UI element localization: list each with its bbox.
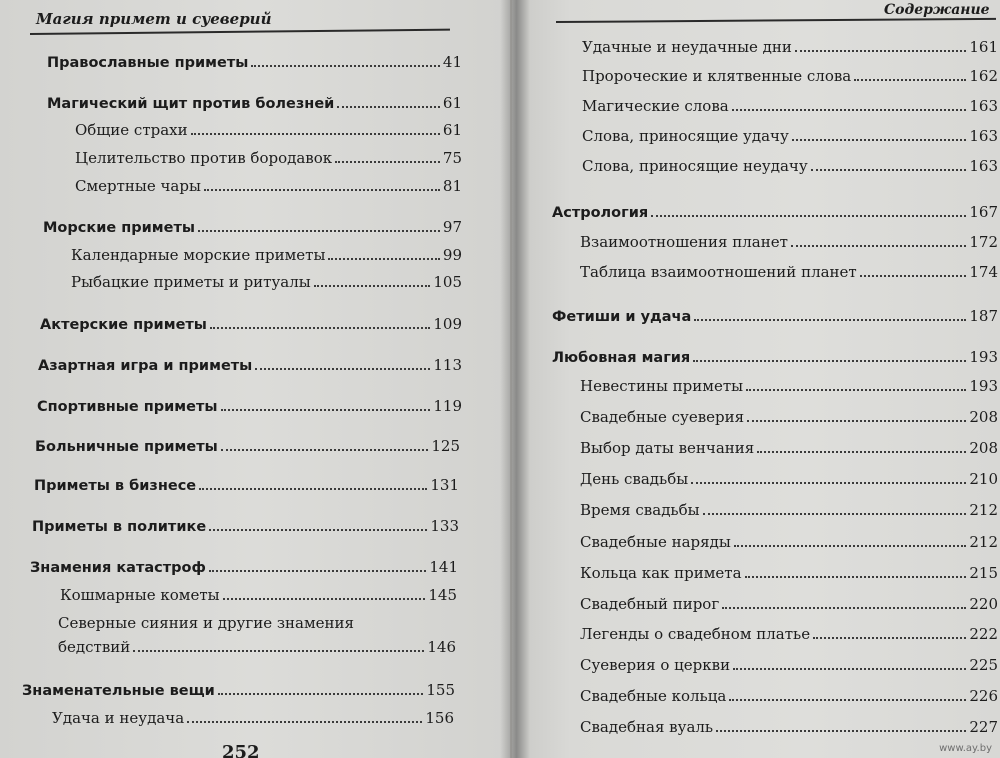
toc-entry-page: 81: [442, 177, 462, 195]
toc-entry: [40, 315, 462, 333]
toc-entry: [47, 53, 462, 71]
toc-entry-page: 222: [969, 625, 998, 643]
toc-entry: [582, 67, 998, 85]
toc-entry: [580, 501, 998, 519]
toc-leader-dots: [716, 727, 966, 732]
toc-entry-page: 146: [427, 638, 456, 656]
toc-entry: [71, 246, 462, 264]
toc-entry-page: 210: [969, 470, 998, 488]
toc-entry-title: Время свадьбы: [580, 501, 700, 519]
toc-entry-page: 187: [969, 307, 998, 325]
watermark: www.ay.by: [939, 743, 992, 754]
toc-entry-title: Приметы в бизнесе: [34, 478, 197, 494]
toc-entry: [580, 470, 998, 488]
toc-entry-title: Пророческие и клятвенные слова: [582, 67, 852, 85]
toc-entry: [22, 681, 455, 699]
toc-entry-title: Фетиши и удача: [552, 309, 692, 325]
toc-leader-dots: [693, 357, 966, 362]
toc-entry: [582, 97, 998, 115]
toc-entry-page: 167: [969, 203, 998, 221]
toc-entry-page: 97: [442, 218, 462, 236]
toc-leader-dots: [187, 718, 422, 723]
toc-entry-title: Общие страхи: [75, 121, 188, 139]
toc-entry: [37, 397, 462, 415]
toc-leader-dots: [133, 647, 424, 652]
toc-leader-dots: [732, 106, 967, 111]
toc-entry: [552, 307, 998, 325]
toc-leader-dots: [854, 76, 966, 81]
toc-entry-title: Слова, приносящие неудачу: [582, 157, 808, 175]
toc-entry: [38, 356, 462, 374]
toc-entry-page: 174: [969, 263, 998, 281]
toc-entry-title: Взаимоотношения планет: [580, 233, 788, 251]
toc-leader-dots: [746, 386, 966, 391]
toc-leader-dots: [747, 417, 966, 422]
toc-entry-page: 133: [430, 517, 459, 535]
toc-entry-title: Свадебный пирог: [580, 595, 720, 613]
toc-leader-dots: [811, 166, 967, 171]
toc-entry-title: Магические слова: [582, 97, 729, 115]
toc-entry-title: бедствий: [58, 638, 131, 656]
page-number: 252: [222, 742, 260, 758]
toc-entry-title: Удача и неудача: [52, 709, 185, 727]
toc-leader-dots: [255, 365, 430, 370]
toc-entry-title: Календарные морские приметы: [71, 246, 326, 264]
toc-entry: [580, 377, 998, 395]
toc-entry-title: Знаменательные вещи: [22, 683, 215, 699]
toc-entry-page: 163: [969, 97, 998, 115]
toc-entry-page: 41: [442, 53, 462, 71]
toc-entry-title: Суеверия о церкви: [580, 656, 731, 674]
toc-leader-dots: [813, 634, 966, 639]
toc-entry: [43, 218, 462, 236]
toc-leader-dots: [792, 136, 967, 141]
toc-entry-page: 75: [442, 149, 462, 167]
toc-entry-title: Магический щит против болезней: [47, 96, 335, 112]
toc-entry-title: Знамения катастроф: [30, 560, 206, 576]
toc-leader-dots: [335, 158, 440, 163]
toc-entry-page: 113: [433, 356, 462, 374]
toc-entry-title: Удачные и неудачные дни: [582, 38, 792, 56]
toc-leader-dots: [694, 316, 966, 321]
toc-leader-dots: [733, 665, 966, 670]
toc-entry: [580, 564, 998, 582]
toc-entry: [580, 408, 998, 426]
toc-leader-dots: [314, 282, 431, 287]
toc-entry: [580, 718, 998, 736]
toc-leader-dots: [221, 446, 429, 451]
running-head: Содержание: [884, 2, 990, 18]
toc-entry-title: Кольца как примета: [580, 564, 742, 582]
toc-leader-dots: [722, 604, 966, 609]
toc-leader-dots: [218, 690, 424, 695]
toc-entry-title: Морские приметы: [43, 220, 196, 236]
running-head: Магия примет и суеверий: [36, 10, 272, 28]
toc-entry-title: Невестины приметы: [580, 377, 744, 395]
toc-entry: [47, 94, 462, 112]
toc-entry-page: 109: [433, 315, 462, 333]
toc-leader-dots: [729, 696, 966, 701]
toc-entry: [580, 233, 998, 251]
toc-entry: [71, 273, 462, 291]
toc-entry: [30, 558, 458, 576]
header-rule: [556, 18, 996, 23]
toc-entry-page: 99: [442, 246, 462, 264]
toc-entry: [35, 437, 460, 455]
toc-entry-title: Легенды о свадебном платье: [580, 625, 811, 643]
toc-leader-dots: [745, 573, 967, 578]
toc-leader-dots: [337, 103, 440, 108]
toc-entry-title: Кошмарные кометы: [60, 586, 220, 604]
toc-entry-page: 225: [969, 656, 998, 674]
toc-entry: [75, 121, 462, 139]
toc-entry-title: Больничные приметы: [35, 439, 218, 455]
toc-entry-title-line1: Северные сияния и другие знамения: [58, 614, 355, 632]
toc-entry-page: 226: [969, 687, 998, 705]
toc-entry-title: Православные приметы: [47, 55, 249, 71]
toc-entry: [32, 517, 459, 535]
toc-entry: [582, 127, 998, 145]
toc-entry-title: Свадебные кольца: [580, 687, 727, 705]
toc-entry: [580, 595, 998, 613]
toc-entry-page: 220: [969, 595, 998, 613]
toc-entry-page: 208: [969, 439, 998, 457]
toc-leader-dots: [651, 212, 966, 217]
toc-entry-title: Актерские приметы: [40, 317, 207, 333]
toc-entry-title: Свадебные наряды: [580, 533, 731, 551]
toc-leader-dots: [860, 272, 967, 277]
toc-leader-dots: [221, 406, 431, 411]
toc-entry-page: 193: [969, 348, 998, 366]
toc-entry-title: Слова, приносящие удачу: [582, 127, 789, 145]
toc-leader-dots: [210, 324, 430, 329]
toc-entry-page: 163: [969, 157, 998, 175]
toc-entry-page: 155: [426, 681, 455, 699]
toc-entry-title: Смертные чары: [75, 177, 201, 195]
toc-leader-dots: [223, 595, 426, 600]
toc-entry: [580, 656, 998, 674]
toc-entry-page: 162: [969, 67, 998, 85]
toc-entry-page: 161: [969, 38, 998, 56]
toc-leader-dots: [691, 479, 966, 484]
toc-entry-page: 208: [969, 408, 998, 426]
toc-entry: [580, 533, 998, 551]
toc-entry-title: Любовная магия: [552, 350, 691, 366]
toc-leader-dots: [204, 186, 440, 191]
toc-entry-page: 156: [425, 709, 454, 727]
right-page: [512, 0, 1000, 758]
toc-leader-dots: [328, 255, 439, 260]
toc-entry-page: 105: [433, 273, 462, 291]
toc-entry-title: Свадебная вуаль: [580, 718, 714, 736]
toc-entry-title: Азартная игра и приметы: [38, 358, 253, 374]
book-gutter: [500, 0, 530, 758]
toc-entry-title: Целительство против бородавок: [75, 149, 333, 167]
toc-entry-title: Рыбацкие приметы и ритуалы: [71, 273, 311, 291]
toc-entry: [60, 586, 457, 604]
toc-leader-dots: [795, 47, 966, 52]
toc-leader-dots: [199, 485, 427, 490]
toc-entry-page: 212: [969, 501, 998, 519]
toc-entry-title: Выбор даты венчания: [580, 439, 755, 457]
toc-entry-page: 172: [969, 233, 998, 251]
toc-entry: [75, 149, 462, 167]
toc-entry-title: Астрология: [552, 205, 649, 221]
toc-entry-page: 61: [442, 121, 462, 139]
toc-leader-dots: [757, 448, 966, 453]
toc-entry-page: 145: [428, 586, 457, 604]
toc-entry: [580, 625, 998, 643]
toc-leader-dots: [198, 227, 440, 232]
toc-entry-page: 227: [969, 718, 998, 736]
toc-entry: [75, 177, 462, 195]
toc-leader-dots: [191, 130, 440, 135]
toc-entry-page: 163: [969, 127, 998, 145]
toc-entry: [58, 638, 456, 656]
toc-entry-title: Таблица взаимоотношений планет: [580, 263, 857, 281]
toc-leader-dots: [209, 567, 426, 572]
toc-entry: [580, 687, 998, 705]
toc-entry-page: 212: [969, 533, 998, 551]
toc-entry-title: Свадебные суеверия: [580, 408, 745, 426]
toc-entry: [580, 263, 998, 281]
toc-entry-page: 131: [430, 476, 459, 494]
toc-entry: [580, 439, 998, 457]
toc-leader-dots: [734, 542, 967, 547]
toc-entry-page: 193: [969, 377, 998, 395]
toc-entry-page: 215: [969, 564, 998, 582]
toc-entry-page: 141: [429, 558, 458, 576]
toc-entry-title: Приметы в политике: [32, 519, 207, 535]
toc-entry: [552, 348, 998, 366]
toc-entry-page: 119: [433, 397, 462, 415]
toc-entry-title: Спортивные приметы: [37, 399, 218, 415]
toc-leader-dots: [703, 510, 967, 515]
toc-entry: [582, 38, 998, 56]
toc-entry-page: 125: [431, 437, 460, 455]
header-rule: [30, 29, 450, 35]
toc-leader-dots: [251, 62, 440, 67]
toc-entry: [582, 157, 998, 175]
toc-entry: [34, 476, 459, 494]
toc-leader-dots: [209, 526, 427, 531]
toc-entry: [552, 203, 998, 221]
toc-entry-page: 61: [442, 94, 462, 112]
toc-entry: [52, 709, 454, 727]
toc-entry-title: День свадьбы: [580, 470, 689, 488]
toc-leader-dots: [791, 242, 966, 247]
